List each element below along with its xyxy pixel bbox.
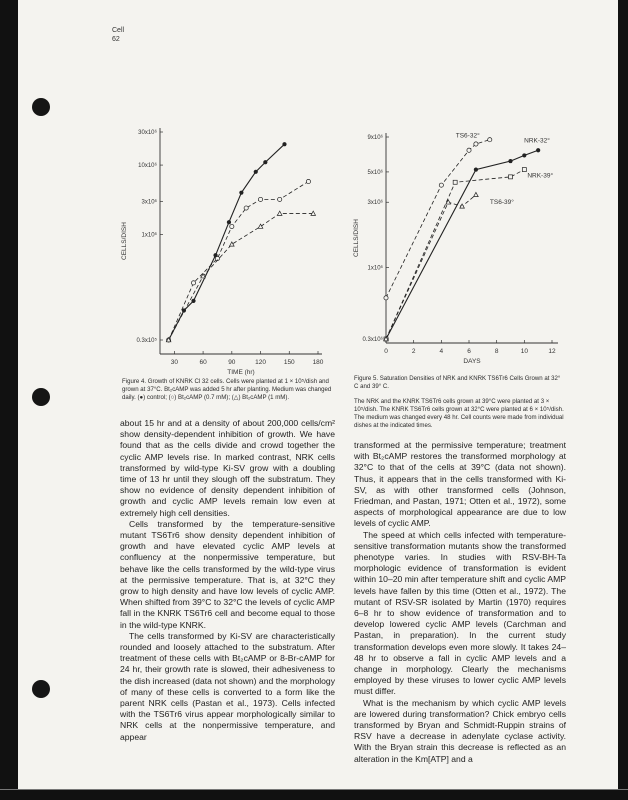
y-axis-label: CELLS/DISH	[353, 219, 360, 257]
data-point-marker	[474, 142, 478, 146]
y-tick-label: 0.3x10⁶	[362, 337, 383, 343]
data-point-marker	[258, 197, 262, 201]
series-line	[386, 170, 524, 339]
y-tick-label: 10x10⁶	[138, 163, 157, 170]
data-point-marker	[474, 192, 479, 196]
binder-hole-icon	[32, 680, 50, 698]
y-tick-label: 1x10⁶	[367, 265, 383, 272]
data-point-marker	[509, 175, 513, 179]
data-point-marker	[277, 211, 282, 215]
series-line	[386, 140, 490, 298]
data-point-marker	[488, 138, 492, 142]
y-tick-label: 3x10⁶	[367, 200, 383, 207]
data-point-marker	[384, 296, 388, 300]
y-tick-label: 9x10⁶	[367, 135, 383, 141]
x-tick-label: 150	[283, 359, 295, 366]
x-axis-label: TIME (hr)	[227, 369, 255, 376]
y-axis-label: CELLS/DISH	[121, 222, 128, 260]
x-tick-label: 6	[467, 348, 471, 355]
binder-hole-icon	[32, 98, 50, 116]
figure-5-caption: Figure 5. Saturation Densities of NRK and KNRK TS6Tr6 Cells Grown at 32° C and 39° C.	[354, 375, 561, 390]
page-edge-divider	[0, 789, 628, 790]
data-point-marker	[263, 160, 267, 164]
data-point-marker	[306, 179, 310, 183]
paragraph: about 15 hr and at a density of about 200,000 cells/cm² show density-dependent inhibition of growth. We have found that as the cells divide and crowd together the cyclic AMP levels rise. In marked contrast, NRK cells transformed by wild-type Ki-SV grow with a doubling time of 13 hr until they slough off the substratum. They show no evidence of density dependent inhibition of growth and cyclic AMP levels remain low even at extremely high cell densities.	[120, 418, 335, 518]
y-tick-label: 3x10⁶	[141, 199, 157, 206]
binder-hole-icon	[32, 388, 50, 406]
x-tick-label: 120	[255, 359, 266, 366]
y-tick-label: 30x10⁶	[138, 130, 157, 136]
series-label: NRK-32°	[524, 137, 550, 145]
x-tick-label: 60	[199, 359, 207, 366]
paragraph: The speed at which cells infected with temperature-sensitive transformation mutants show the transformed phenotype varies. In studies with RSV-BH-Ta morphologic evidence of transformation is evident within 10–20 min after temperature shift and cyclic AMP levels have fallen by this time (Otten et al., 1972). The mutant of RSV-SR isolated by Martin (1970) requires 6–8 hr to show evidence of transformation and to develop lowered cyclic AMP levels (Carchman and Pastan, in preparation). In the current study transformation develops even more slowly. It takes 24–48 hr to observe a fall in cyclic AMP levels and a change in morphology. Clearly the mechanisms employed by these viruses to lower cyclic AMP levels must differ.	[354, 529, 566, 697]
series-line	[386, 195, 476, 339]
data-point-marker	[191, 281, 195, 285]
data-point-marker	[239, 191, 243, 195]
figure-4-caption: Figure 4. Growth of KNRK Cl 32 cells. Cells were planted at 1 × 10⁵/dish and grown at 37°C. Bt₂cAMP was added 5 hr after planting. Medium was changed daily. (●) control; (○) Bt₂cAMP (0.7 mM); (△) Bt₂cAMP (1 mM).	[122, 378, 332, 401]
running-header-journal: Cell	[112, 27, 125, 34]
data-point-marker	[230, 242, 235, 246]
figure-4-chart	[112, 120, 327, 380]
data-point-marker	[230, 224, 234, 228]
x-tick-label: 180	[312, 359, 324, 366]
data-point-marker	[282, 142, 286, 146]
data-point-marker	[467, 148, 471, 152]
data-point-marker	[508, 159, 512, 163]
data-point-marker	[453, 180, 457, 184]
running-header-page: 62	[112, 36, 120, 43]
series-line	[169, 181, 309, 340]
data-point-marker	[244, 206, 248, 210]
paragraph: The cells transformed by Ki-SV are characteristically rounded and loosely attached to the substratum. After treatment of these cells with Bt₂cAMP or 8-Br-cAMP for 24 hr, their growth rate is slowed, their adhesiveness to the dish increased (data not shown) and the morphology of many of these cells is converted to a form like the parent NRK cells (Pastan et al., 1973). Cells infected with the TS6Tr6 virus appear morphologically similar to NRK cells at the nonpermissive temperature, and appear	[120, 630, 335, 742]
data-point-marker	[227, 220, 231, 224]
series-label: TS6-39°	[489, 198, 514, 206]
data-point-marker	[536, 148, 540, 152]
figure-5-chart	[350, 125, 570, 375]
x-axis-label: DAYS	[463, 358, 481, 365]
paragraph: transformed at the permissive temperature; treatment with Bt₂cAMP restores the transformed morphology at 32°C to that of the cells at 39°C (data not shown). Thus, it appears that in the cells transformed with Ki-SV, as with other transformed cells (Johnson, Friedman, and Pastan, 1971; Otten et al., 1972), some aspects of morphological appearance are due to low levels of cyclic AMP.	[354, 440, 566, 529]
data-point-marker	[522, 153, 526, 157]
data-point-marker	[191, 299, 195, 303]
paragraph: Cells transformed by the temperature-sensitive mutant TS6Tr6 show density dependent inhibition of growth and have elevated cyclic AMP levels at confluency at the nonpermissive temperature, but behave like the cells transformed by the wild-type virus at the permissive temperature. That is, at 32°C they grow to high density and have low levels of cyclic AMP. When shifted from 39°C to 32°C the levels of cyclic AMP fall in the KNRK TS6Tr6 cell and become equal to those in the wild-type KNRK.	[120, 518, 335, 630]
x-tick-label: 10	[520, 348, 528, 355]
x-tick-label: 2	[411, 348, 416, 355]
y-tick-label: 0.3x10⁵	[136, 338, 157, 344]
right-text-column	[354, 440, 566, 765]
data-point-marker	[439, 183, 443, 187]
series-label: NRK-39°	[527, 172, 554, 180]
x-tick-label: 30	[170, 359, 178, 366]
y-tick-label: 5x10⁶	[367, 169, 383, 176]
series-line	[169, 214, 314, 340]
data-point-marker	[278, 197, 282, 201]
data-point-marker	[522, 168, 526, 172]
series-label: TS6-32°	[455, 132, 480, 140]
paragraph: What is the mechanism by which cyclic AMP levels are lowered during transformation? Chick embryo cells transformed by Bryan and Schmidt-Ruppin strains of RSV have a decrease in adenylate cyclase activity. With the Bryan strain this decrease is reflected as an alteration in the Km[ATP] and a	[354, 697, 566, 764]
x-tick-label: 4	[439, 348, 444, 355]
x-tick-label: 0	[384, 348, 388, 355]
left-text-column	[120, 418, 335, 743]
series-line	[386, 150, 538, 339]
y-tick-label: 1x10⁶	[141, 232, 157, 239]
figure-5-legend-note: The NRK and the KNRK TS6Tr6 cells grown at 39°C were planted at 3 × 10⁵/dish. The KNRK TS6Tr6 cells grown at 32°C were planted at 6 × 10⁵/dish. The medium was changed every 48 hr. Cell counts were made from individual dishes at the indicated times.	[354, 398, 564, 429]
x-tick-label: 8	[494, 348, 499, 355]
data-point-marker	[258, 224, 263, 228]
data-point-marker	[254, 170, 258, 174]
data-point-marker	[474, 167, 478, 171]
x-tick-label: 12	[548, 348, 556, 355]
x-tick-label: 90	[228, 359, 236, 366]
